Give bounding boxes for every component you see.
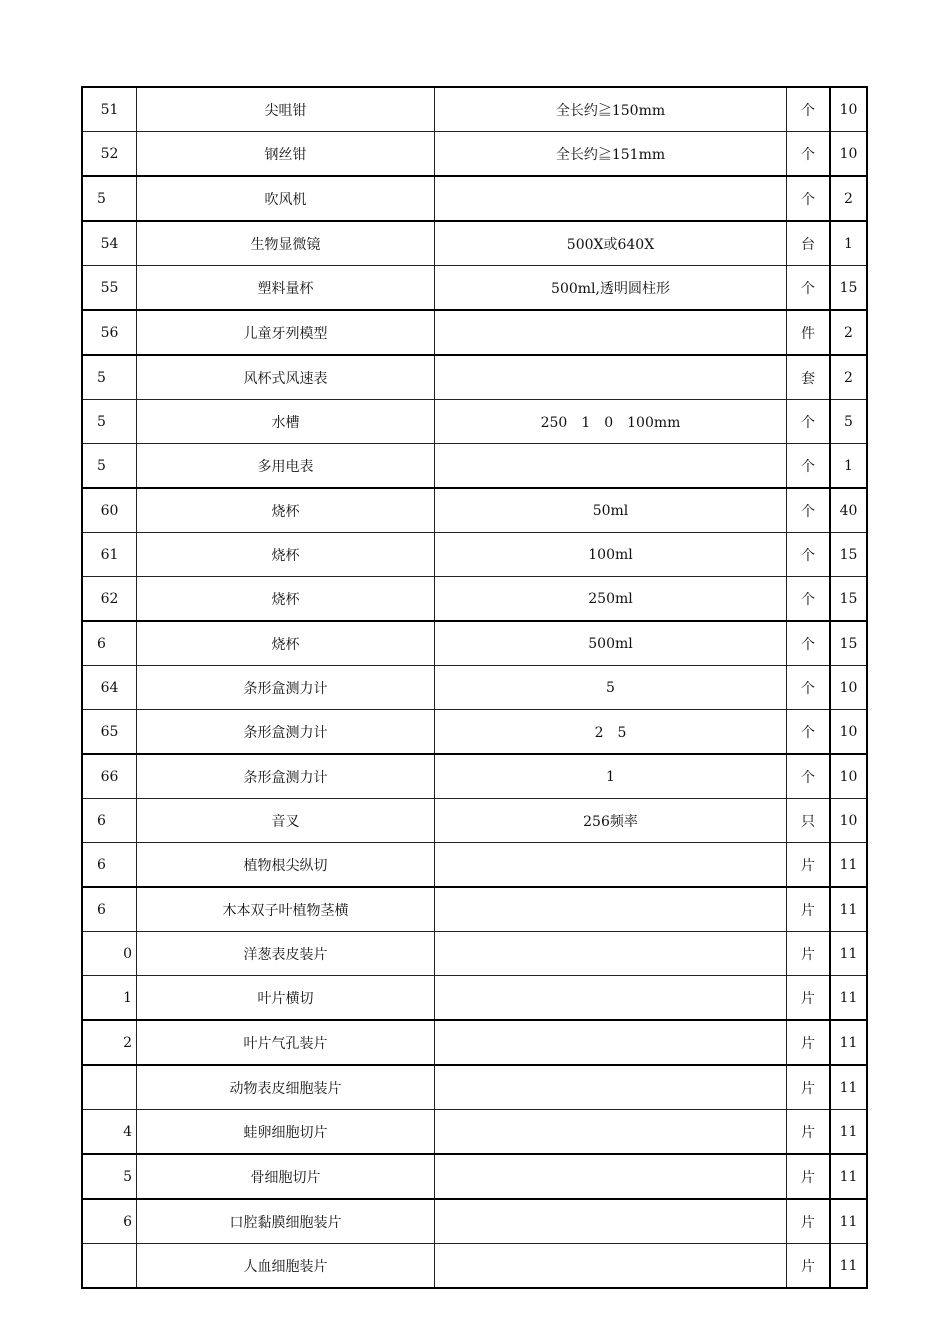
item-spec — [435, 1020, 787, 1065]
item-name: 儿童牙列模型 — [137, 310, 435, 355]
table-row — [82, 488, 867, 533]
table-row — [82, 1154, 867, 1199]
item-qty: 5 — [830, 400, 867, 444]
item-spec: 250 1 0 100mm — [435, 400, 787, 444]
row-number — [82, 1244, 137, 1289]
item-spec — [435, 1065, 787, 1110]
item-spec — [435, 310, 787, 355]
item-qty: 11 — [830, 1020, 867, 1065]
item-qty: 1 — [830, 221, 867, 266]
item-name: 水槽 — [137, 400, 435, 444]
item-unit: 个 — [787, 710, 831, 755]
item-spec: 1 — [435, 754, 787, 799]
item-name: 叶片气孔装片 — [137, 1020, 435, 1065]
item-qty: 10 — [830, 710, 867, 755]
item-unit: 个 — [787, 577, 831, 622]
table-row — [82, 221, 867, 266]
item-qty: 11 — [830, 1154, 867, 1199]
item-unit: 片 — [787, 1110, 831, 1155]
table-row — [82, 799, 867, 843]
item-qty: 11 — [830, 887, 867, 932]
table-row — [82, 533, 867, 577]
item-name: 多用电表 — [137, 444, 435, 489]
item-spec — [435, 932, 787, 976]
item-unit: 个 — [787, 132, 831, 177]
row-number: 6 — [82, 621, 137, 666]
row-number: 51 — [82, 87, 137, 132]
item-name: 骨细胞切片 — [137, 1154, 435, 1199]
item-qty: 11 — [830, 932, 867, 976]
item-unit: 个 — [787, 754, 831, 799]
table-row — [82, 976, 867, 1021]
item-qty: 40 — [830, 488, 867, 533]
item-unit: 个 — [787, 87, 831, 132]
item-unit: 个 — [787, 621, 831, 666]
item-spec — [435, 843, 787, 888]
equipment-table-sheet — [81, 86, 868, 1289]
item-unit: 片 — [787, 1154, 831, 1199]
item-unit: 个 — [787, 266, 831, 311]
table-row — [82, 754, 867, 799]
item-unit: 个 — [787, 533, 831, 577]
table-row — [82, 1020, 867, 1065]
row-number: 65 — [82, 710, 137, 755]
item-qty: 11 — [830, 843, 867, 888]
item-unit: 片 — [787, 1020, 831, 1065]
item-unit: 套 — [787, 355, 831, 400]
table-row — [82, 444, 867, 489]
item-name: 烧杯 — [137, 577, 435, 622]
item-qty: 2 — [830, 310, 867, 355]
item-name: 口腔黏膜细胞装片 — [137, 1199, 435, 1244]
item-qty: 11 — [830, 976, 867, 1021]
item-name: 音叉 — [137, 799, 435, 843]
item-unit: 个 — [787, 666, 831, 710]
item-spec: 500X或640X — [435, 221, 787, 266]
row-number: 66 — [82, 754, 137, 799]
item-name: 叶片横切 — [137, 976, 435, 1021]
item-unit: 台 — [787, 221, 831, 266]
table-row — [82, 87, 867, 132]
row-number — [82, 1065, 137, 1110]
item-unit: 片 — [787, 887, 831, 932]
item-qty: 10 — [830, 666, 867, 710]
item-qty: 11 — [830, 1244, 867, 1289]
item-name: 吹风机 — [137, 176, 435, 221]
table-row — [82, 577, 867, 622]
row-number: 54 — [82, 221, 137, 266]
item-spec — [435, 1244, 787, 1289]
table-row — [82, 1110, 867, 1155]
row-number: 52 — [82, 132, 137, 177]
row-number: 62 — [82, 577, 137, 622]
item-unit: 片 — [787, 843, 831, 888]
item-name: 植物根尖纵切 — [137, 843, 435, 888]
item-name: 塑料量杯 — [137, 266, 435, 311]
item-spec: 5 — [435, 666, 787, 710]
row-number: 5 — [82, 1154, 137, 1199]
table-row — [82, 266, 867, 311]
row-number: 1 — [82, 976, 137, 1021]
item-name: 条形盒测力计 — [137, 666, 435, 710]
item-unit: 片 — [787, 976, 831, 1021]
table-row — [82, 932, 867, 976]
item-name: 风杯式风速表 — [137, 355, 435, 400]
item-name: 洋葱表皮装片 — [137, 932, 435, 976]
item-spec: 全长约≧151mm — [435, 132, 787, 177]
table-row — [82, 1244, 867, 1289]
item-qty: 11 — [830, 1065, 867, 1110]
item-qty: 11 — [830, 1110, 867, 1155]
item-spec — [435, 444, 787, 489]
item-unit: 个 — [787, 488, 831, 533]
table-row — [82, 176, 867, 221]
item-spec: 100ml — [435, 533, 787, 577]
item-unit: 只 — [787, 799, 831, 843]
table-row — [82, 666, 867, 710]
row-number: 5 — [82, 400, 137, 444]
item-name: 蛙卵细胞切片 — [137, 1110, 435, 1155]
item-spec: 500ml — [435, 621, 787, 666]
table-row — [82, 310, 867, 355]
row-number: 2 — [82, 1020, 137, 1065]
item-qty: 11 — [830, 1199, 867, 1244]
item-spec — [435, 1199, 787, 1244]
row-number: 5 — [82, 355, 137, 400]
item-qty: 15 — [830, 266, 867, 311]
item-name: 烧杯 — [137, 488, 435, 533]
item-unit: 个 — [787, 400, 831, 444]
item-spec: 250ml — [435, 577, 787, 622]
table-row — [82, 1065, 867, 1110]
item-spec: 全长约≧150mm — [435, 87, 787, 132]
equipment-table — [81, 86, 868, 1289]
item-spec: 500ml,透明圆柱形 — [435, 266, 787, 311]
item-name: 烧杯 — [137, 533, 435, 577]
item-unit: 个 — [787, 176, 831, 221]
item-spec — [435, 176, 787, 221]
item-spec — [435, 887, 787, 932]
item-unit: 个 — [787, 444, 831, 489]
table-row — [82, 355, 867, 400]
item-qty: 10 — [830, 754, 867, 799]
row-number: 64 — [82, 666, 137, 710]
item-unit: 片 — [787, 1199, 831, 1244]
item-name: 人血细胞装片 — [137, 1244, 435, 1289]
item-name: 动物表皮细胞装片 — [137, 1065, 435, 1110]
item-spec: 2 5 — [435, 710, 787, 755]
row-number: 6 — [82, 887, 137, 932]
table-row — [82, 843, 867, 888]
table-row — [82, 1199, 867, 1244]
row-number: 6 — [82, 799, 137, 843]
item-unit: 片 — [787, 1244, 831, 1289]
row-number: 61 — [82, 533, 137, 577]
item-spec — [435, 976, 787, 1021]
item-spec — [435, 1110, 787, 1155]
table-row — [82, 887, 867, 932]
table-row — [82, 710, 867, 755]
table-row — [82, 132, 867, 177]
row-number: 6 — [82, 843, 137, 888]
item-spec — [435, 1154, 787, 1199]
item-name: 烧杯 — [137, 621, 435, 666]
row-number: 56 — [82, 310, 137, 355]
row-number: 4 — [82, 1110, 137, 1155]
item-name: 木本双子叶植物茎横 — [137, 887, 435, 932]
item-qty: 15 — [830, 621, 867, 666]
item-name: 生物显微镜 — [137, 221, 435, 266]
item-qty: 15 — [830, 533, 867, 577]
row-number: 5 — [82, 176, 137, 221]
item-name: 条形盒测力计 — [137, 710, 435, 755]
item-spec: 50ml — [435, 488, 787, 533]
row-number: 5 — [82, 444, 137, 489]
item-spec: 256频率 — [435, 799, 787, 843]
item-qty: 10 — [830, 799, 867, 843]
item-name: 尖咀钳 — [137, 87, 435, 132]
item-qty: 2 — [830, 355, 867, 400]
item-qty: 2 — [830, 176, 867, 221]
item-qty: 15 — [830, 577, 867, 622]
table-row — [82, 621, 867, 666]
item-name: 条形盒测力计 — [137, 754, 435, 799]
item-unit: 片 — [787, 932, 831, 976]
item-spec — [435, 355, 787, 400]
table-row — [82, 400, 867, 444]
row-number: 55 — [82, 266, 137, 311]
row-number: 0 — [82, 932, 137, 976]
item-qty: 1 — [830, 444, 867, 489]
item-unit: 片 — [787, 1065, 831, 1110]
item-name: 钢丝钳 — [137, 132, 435, 177]
item-qty: 10 — [830, 132, 867, 177]
item-qty: 10 — [830, 87, 867, 132]
row-number: 6 — [82, 1199, 137, 1244]
item-unit: 件 — [787, 310, 831, 355]
row-number: 60 — [82, 488, 137, 533]
